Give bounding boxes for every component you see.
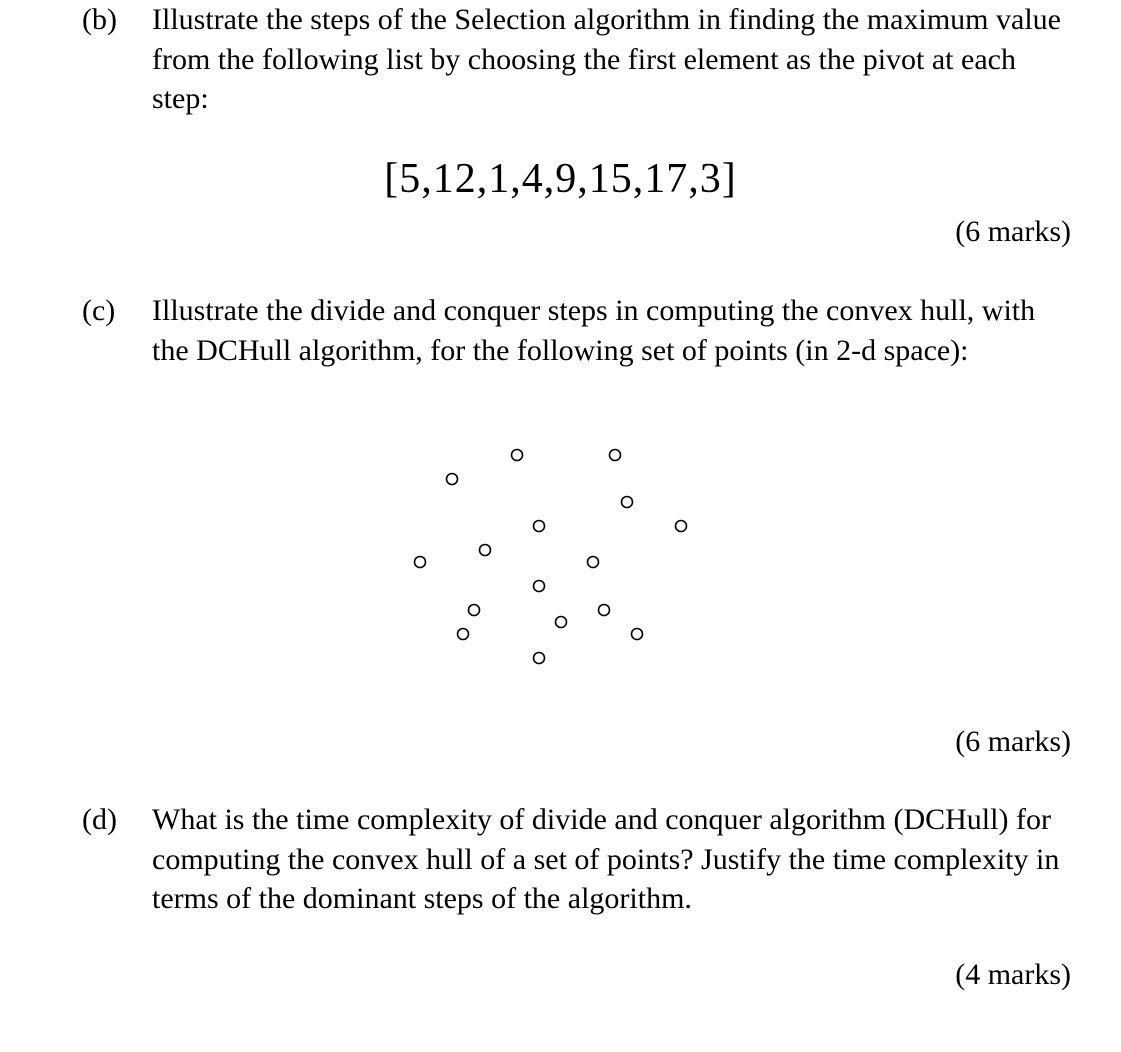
question-d: [0, 800, 1121, 1000]
point: [534, 521, 545, 532]
question-b-label: (b): [82, 3, 117, 36]
point: [610, 450, 621, 461]
point: [447, 474, 458, 485]
point: [415, 557, 426, 568]
point: [588, 557, 599, 568]
point: [622, 497, 633, 508]
point: [469, 605, 480, 616]
question-d-label: (d): [82, 803, 117, 836]
point: [534, 653, 545, 664]
point: [632, 629, 643, 640]
question-c-marks: (6 marks): [955, 725, 1071, 758]
point: [512, 450, 523, 461]
point: [458, 629, 469, 640]
question-d-text: What is the time complexity of divide and conquer algorithm (DCHull) for computing the convex hull of a set of points? Justify the time complexity in terms of the dominant steps of the algorithm.: [152, 803, 1060, 915]
question-c-label: (c): [82, 294, 116, 327]
question-b-marks: (6 marks): [955, 215, 1071, 248]
question-d-marks: (4 marks): [955, 958, 1071, 991]
question-b-text: Illustrate the steps of the Selection algorithm in finding the maximum value from the following list by choosing the first element as the pivot at each step:: [152, 3, 1061, 115]
point: [599, 605, 610, 616]
list-expression: [5,12,1,4,9,15,17,3]: [384, 156, 737, 202]
point: [534, 581, 545, 592]
question-c-text: Illustrate the divide and conquer steps in computing the convex hull, with the DCHull algorithm, for the following set of points (in 2-d space):: [152, 294, 1036, 367]
point: [480, 545, 491, 556]
point: [676, 521, 687, 532]
point: [556, 617, 567, 628]
